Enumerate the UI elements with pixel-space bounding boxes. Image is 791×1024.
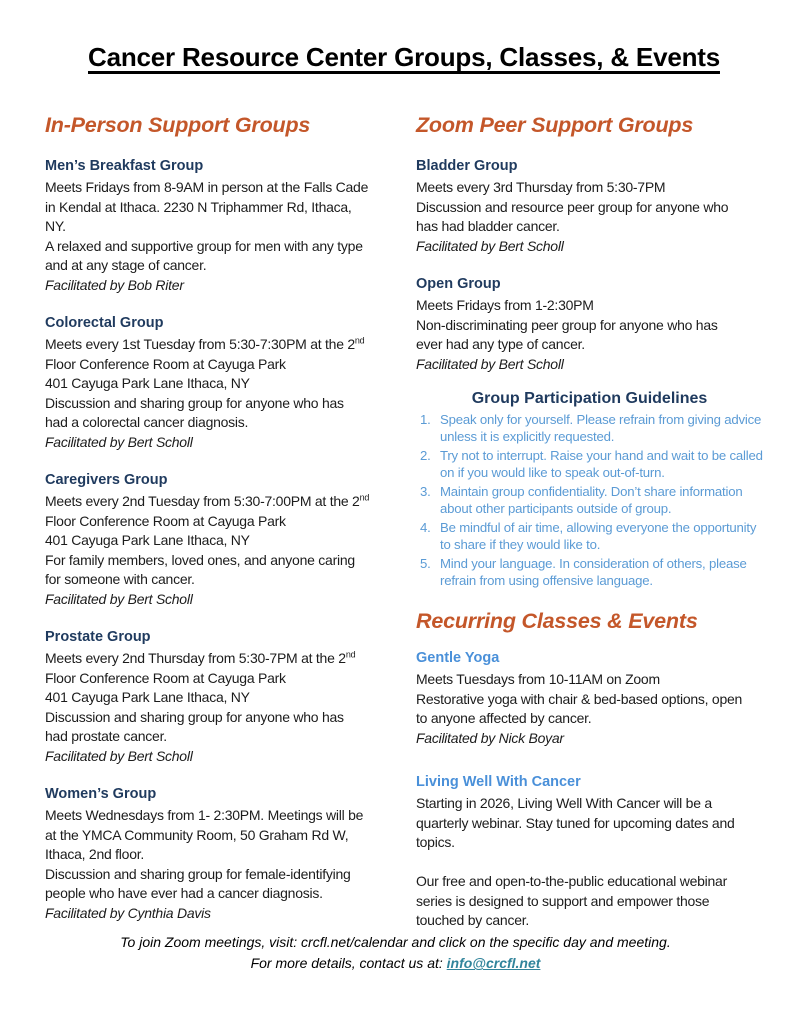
text-line: has had bladder cancer. (416, 218, 560, 234)
text-line: Floor Conference Room at Cayuga Park (45, 512, 286, 529)
section-heading-in-person: In-Person Support Groups (45, 113, 311, 137)
text-line: Discussion and sharing group for anyone who has (45, 708, 344, 725)
group-description (416, 794, 763, 931)
group-name: Colorectal Group (45, 315, 164, 331)
text-line: ever had any type of cancer. (416, 336, 585, 352)
facilitator-credit: Facilitated by Bert Scholl (45, 747, 193, 764)
recurring-classes (416, 648, 763, 931)
text-line: and at any stage of cancer. (45, 257, 207, 273)
group-description (416, 670, 763, 729)
facilitator-credit: Facilitated by Bert Scholl (45, 433, 193, 450)
text-line: Meets every 1st Tuesday from 5:30-7:30PM at the 2nd (45, 335, 365, 352)
page-title: Cancer Resource Center Groups, Classes, & Events (88, 42, 720, 72)
footer-contact-text: For more details, contact us at: (250, 955, 447, 971)
text-line: had a colorectal cancer diagnosis. (45, 414, 249, 430)
text-line: 401 Cayuga Park Lane Ithaca, NY (45, 532, 250, 548)
facilitator-credit: Facilitated by Cynthia Davis (45, 904, 211, 921)
text-line: Non-discriminating peer group for anyone who has (416, 316, 718, 333)
section-heading-recurring: Recurring Classes & Events (416, 609, 698, 633)
text-line: topics. (416, 834, 455, 850)
group-block (416, 274, 763, 374)
text-line: Discussion and resource peer group for anyone who (416, 198, 729, 215)
footer-line2 (0, 953, 791, 974)
in-person-groups (45, 156, 392, 923)
group-description (45, 649, 392, 747)
section-heading-zoom-peer: Zoom Peer Support Groups (416, 113, 694, 137)
guidelines-section (416, 390, 763, 589)
text-line: Meets every 2nd Tuesday from 5:30-7:00PM at the 2nd (45, 492, 370, 509)
text-line: NY. (45, 218, 66, 234)
text-line: 401 Cayuga Park Lane Ithaca, NY (45, 689, 250, 705)
text-line: Meets every 3rd Thursday from 5:30-7PM (416, 179, 666, 195)
group-description (45, 178, 392, 276)
facilitator-credit: Facilitated by Bert Scholl (416, 355, 564, 372)
guidelines-list (402, 412, 763, 589)
group-description (45, 806, 392, 904)
guideline-item: 2. Try not to interrupt. Raise your hand and wait to be called on if you would like to speak out-of-turn. (434, 448, 763, 481)
facilitator-credit: Facilitated by Nick Boyar (416, 729, 564, 746)
group-block (45, 627, 392, 766)
group-name: Caregivers Group (45, 472, 168, 488)
group-block (416, 772, 763, 931)
facilitator-credit: Facilitated by Bert Scholl (416, 237, 564, 254)
text-line: Our free and open-to-the-public educational webinar (416, 873, 728, 889)
text-line: touched by cancer. (416, 912, 530, 928)
email-link[interactable]: info@crcfl.net (446, 955, 541, 971)
text-line: people who have ever had a cancer diagnosis. (45, 885, 323, 901)
text-line: For family members, loved ones, and anyone caring (45, 551, 355, 568)
text-line: Meets Fridays from 1-2:30PM (416, 297, 594, 313)
group-name: Bladder Group (416, 158, 518, 174)
group-block (45, 470, 392, 609)
text-line: Restorative yoga with chair & bed-based options, open (416, 690, 743, 707)
text-line: Meets every 2nd Thursday from 5:30-7PM at the 2nd (45, 649, 356, 666)
group-name: Gentle Yoga (416, 650, 500, 666)
group-name: Prostate Group (45, 629, 151, 645)
text-line: series is designed to support and empower those (416, 892, 710, 909)
text-line: 401 Cayuga Park Lane Ithaca, NY (45, 375, 250, 391)
text-line: Floor Conference Room at Cayuga Park (45, 669, 286, 686)
footer-line1: To join Zoom meetings, visit: crcfl.net/calendar and click on the specific day and meeting. (120, 934, 671, 950)
text-line: Ithaca, 2nd floor. (45, 846, 145, 862)
text-line: A relaxed and supportive group for men with any type (45, 237, 363, 254)
text-line: Meets Tuesdays from 10-11AM on Zoom (416, 671, 660, 687)
guideline-item: 5. Mind your language. In consideration of others, please refrain from using offensive language. (434, 556, 763, 589)
text-line: at the YMCA Community Room, 50 Graham Rd W, (45, 826, 349, 843)
zoom-peer-groups (416, 156, 763, 374)
footer (0, 932, 791, 974)
text-line (416, 853, 763, 873)
group-block (45, 313, 392, 452)
group-name: Women’s Group (45, 786, 157, 802)
text-line: in Kendal at Ithaca. 2230 N Triphammer Rd, Ithaca, (45, 198, 352, 215)
text-line: Meets Wednesdays from 1- 2:30PM. Meetings will be (45, 807, 364, 823)
text-line: Starting in 2026, Living Well With Cancer will be a (416, 795, 712, 811)
group-name: Living Well With Cancer (416, 774, 581, 790)
group-block (45, 156, 392, 295)
group-block (416, 648, 763, 748)
zoom-peer-section (416, 113, 763, 374)
group-name: Men’s Breakfast Group (45, 158, 204, 174)
text-line: Floor Conference Room at Cayuga Park (45, 355, 286, 372)
right-column (416, 113, 763, 931)
two-column-layout (45, 113, 763, 931)
group-block (416, 156, 763, 256)
group-description (416, 296, 763, 355)
text-line: quarterly webinar. Stay tuned for upcoming dates and (416, 814, 735, 831)
group-description (45, 335, 392, 433)
text-line: Discussion and sharing group for female-identifying (45, 865, 351, 882)
text-line: for someone with cancer. (45, 571, 195, 587)
guideline-item: 4. Be mindful of air time, allowing everyone the opportunity to share if they would like to. (434, 520, 763, 553)
text-line: Meets Fridays from 8-9AM in person at the Falls Cade (45, 179, 369, 195)
facilitator-credit: Facilitated by Bert Scholl (45, 590, 193, 607)
text-line: had prostate cancer. (45, 728, 167, 744)
guideline-item: 1. Speak only for yourself. Please refrain from giving advice unless it is explicitly requested. (434, 412, 763, 445)
text-line: to anyone affected by cancer. (416, 710, 592, 726)
left-column (45, 113, 392, 931)
group-name: Open Group (416, 276, 501, 292)
group-description (45, 492, 392, 590)
guidelines-heading: Group Participation Guidelines (471, 390, 708, 407)
group-description (416, 178, 763, 237)
group-block (45, 784, 392, 923)
recurring-section (416, 609, 763, 931)
text-line: Discussion and sharing group for anyone who has (45, 394, 344, 411)
facilitator-credit: Facilitated by Bob Riter (45, 276, 184, 293)
guideline-item: 3. Maintain group confidentiality. Don’t share information about other participants outside of group. (434, 484, 763, 517)
